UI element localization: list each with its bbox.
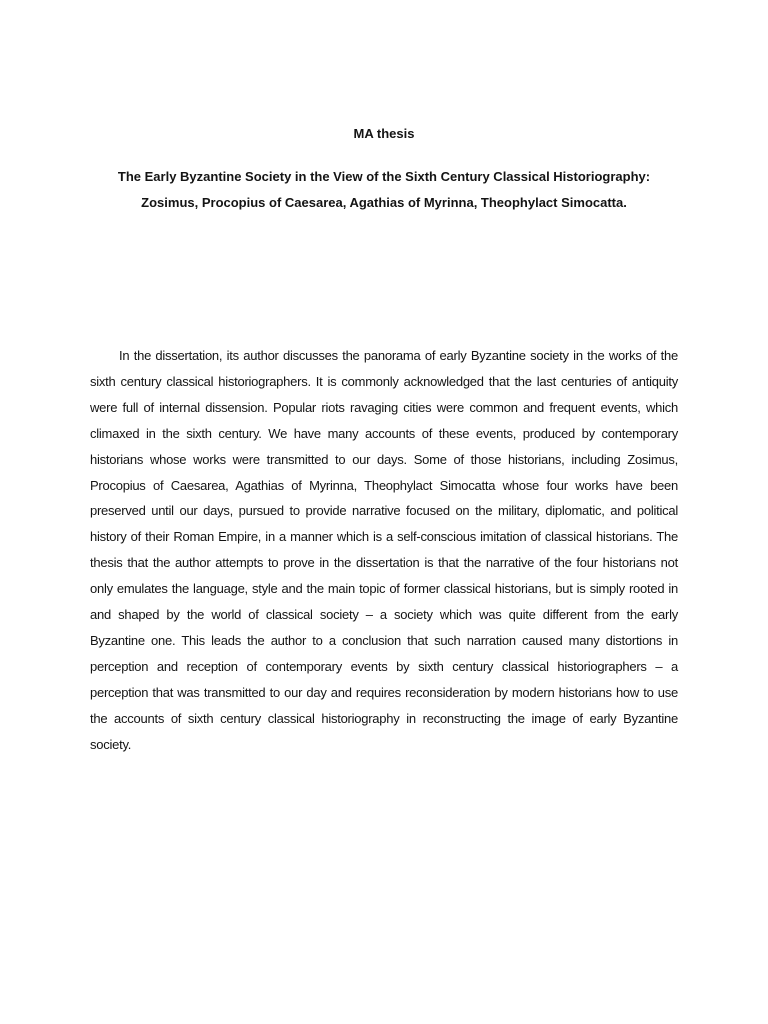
document-type-label: MA thesis bbox=[353, 126, 415, 141]
abstract-paragraph: In the dissertation, its author discusses the panorama of early Byzantine society in the works of the sixth century classical historiographers. It is commonly acknowledged that the last centuries of antiquity were full of internal dissension. Popular riots ravaging cities were common and frequent events, which climaxed in the sixth century. We have many accounts of these events, produced by contemporary historians whose works were transmitted to our days. Some of those historians, including Zosimus, Procopius of Caesarea, Agathias of Myrinna, Theophylact Simocatta whose four works have been preserved until our days, pursued to provide narrative focused on the military, diplomatic, and political history of their Roman Empire, in a manner which is a self-conscious imitation of classical historians. The thesis that the author attempts to prove in the dissertation is that the narrative of the four historians not only emulates the language, style and the main topic of former classical historians, but is simply rooted in and shaped by the world of classical society – a society which was quite different from the early Byzantine one. This leads the author to a conclusion that such narration caused many distortions in perception and reception of contemporary events by sixth century classical historiographers – a perception that was transmitted to our day and requires reconsideration by modern historians how to use the accounts of sixth century classical historiography in reconstructing the image of early Byzantine society. bbox=[90, 348, 678, 752]
thesis-title: The Early Byzantine Society in the View of the Sixth Century Classical Historiography: Zosimus, Procopius of Caesarea, Agathias of Myrinna, Theophylact Simocatta. bbox=[117, 169, 651, 210]
